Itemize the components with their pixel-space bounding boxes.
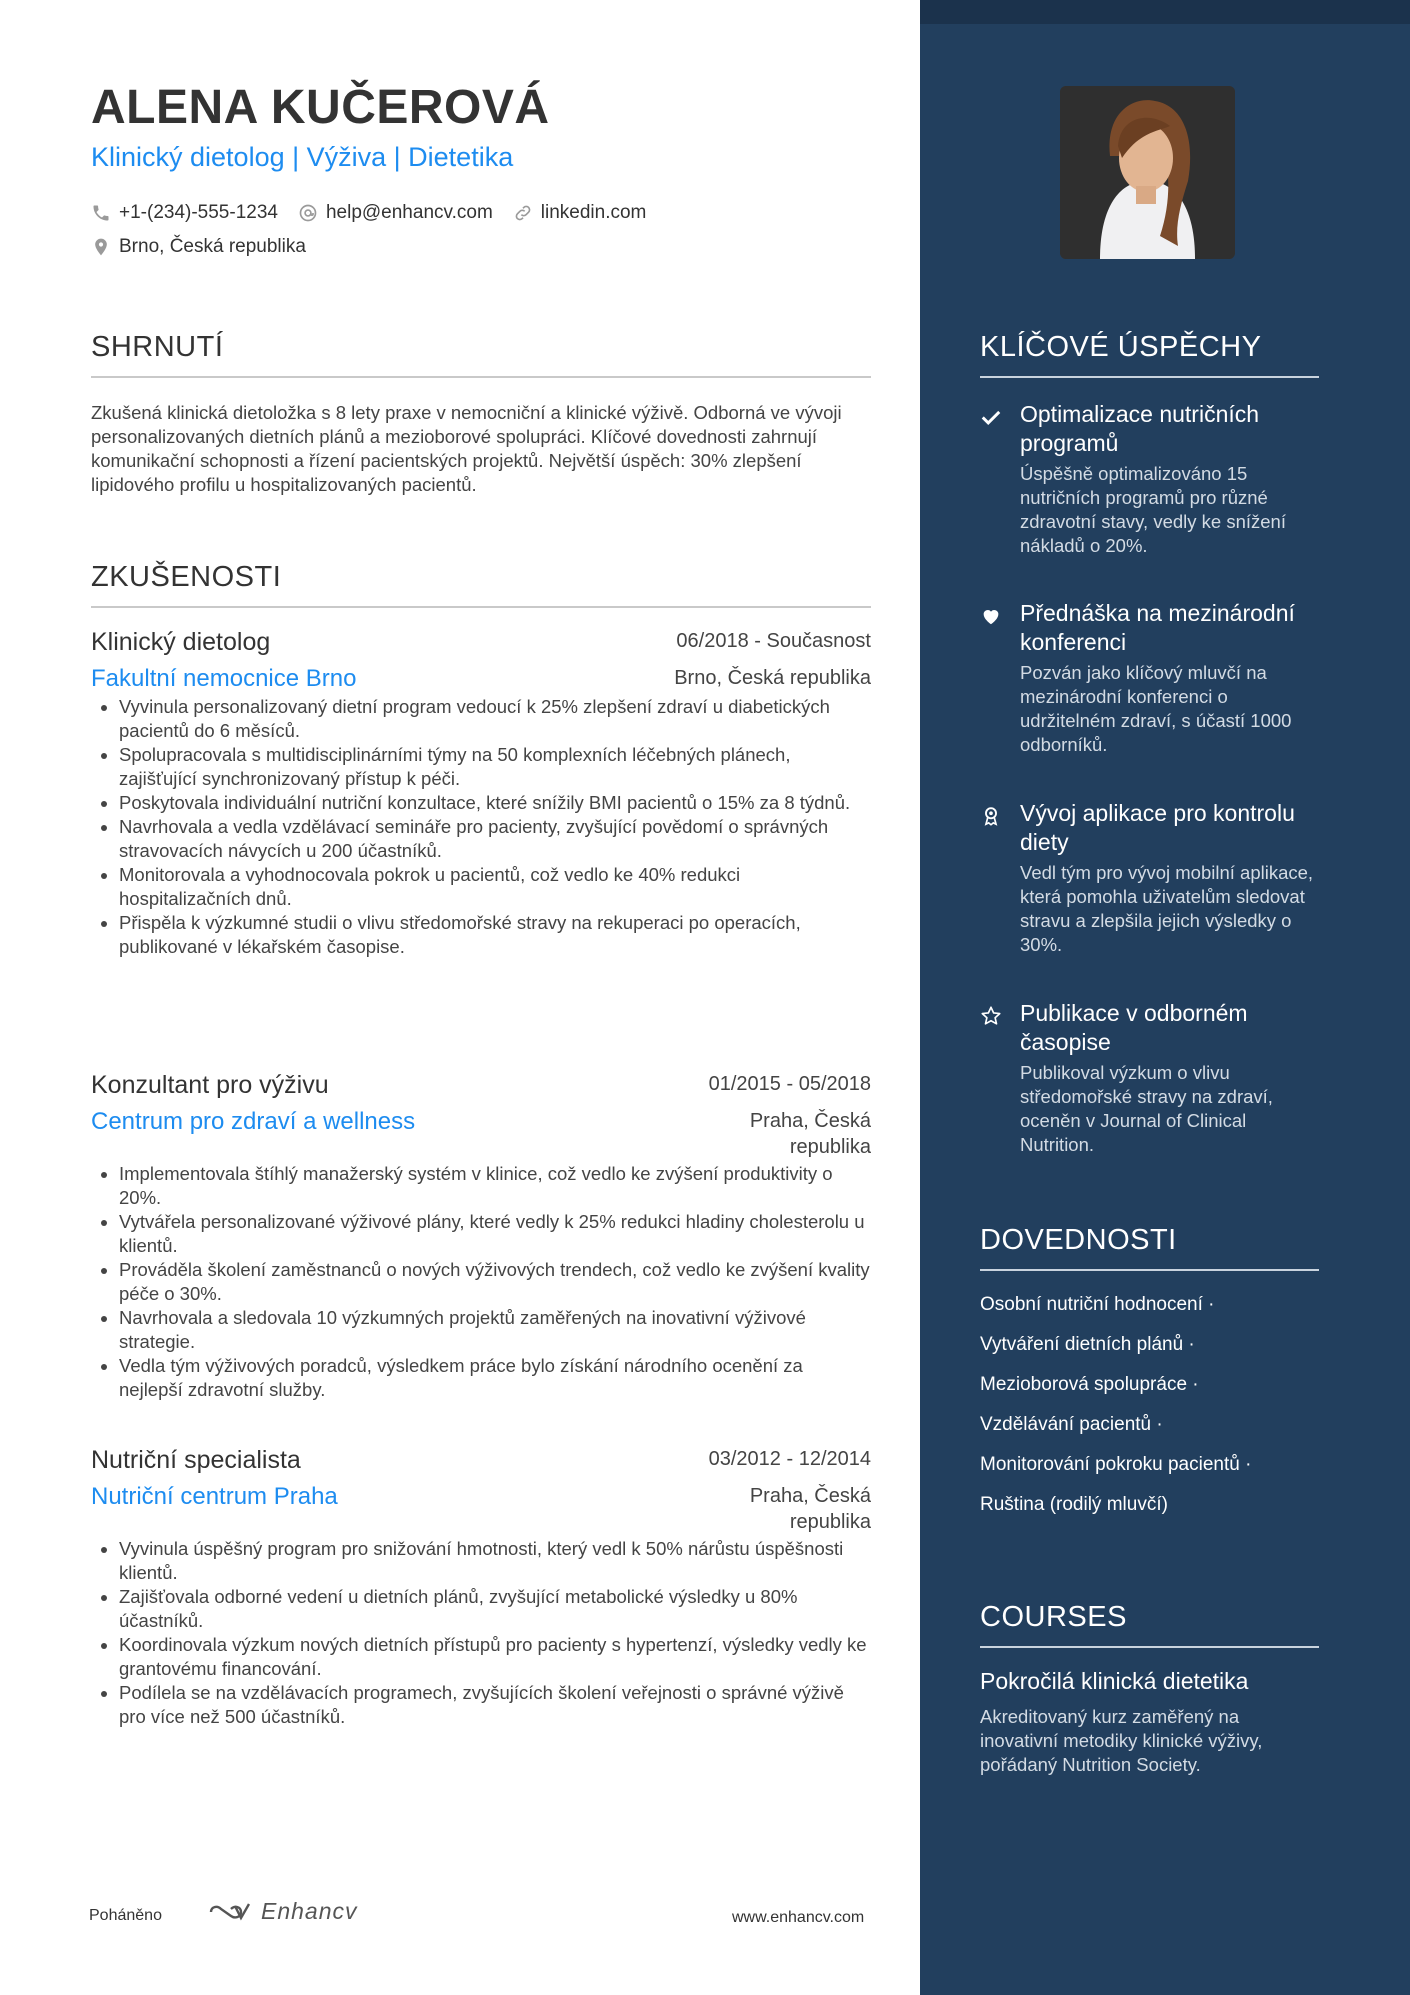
courses-heading: COURSES xyxy=(980,1601,1319,1648)
contact-info xyxy=(91,196,666,264)
job-bullet: • Zajišťovala odborné vedení u dietních plánů, zvyšující metabolické výsledky u 80% účastníků. xyxy=(119,1585,871,1633)
achievement-title: Optimalizace nutričních programů xyxy=(1020,401,1260,456)
achievement-item xyxy=(980,799,1320,957)
achievement-item xyxy=(980,400,1320,558)
achievement-title: Vývoj aplikace pro kontrolu diety xyxy=(1020,800,1295,855)
job-location: Praha, Česká republika xyxy=(749,1485,871,1533)
course-desc: Akreditovaný kurz zaměřený na inovativní metodiky klinické výživy, pořádaný Nutrition Society. xyxy=(980,1706,1263,1775)
achievements-heading: KLÍČOVÉ ÚSPĚCHY xyxy=(980,331,1319,378)
skill-item: Monitorování pokroku pacientů · xyxy=(980,1454,1252,1475)
candidate-name: ALENA KUČEROVÁ xyxy=(91,81,550,134)
job-entry xyxy=(91,1446,871,1729)
achievement-desc: Pozván jako klíčový mluvčí na mezinárodní konferenci o udržitelném zdraví, s účastí 1000 odborníků. xyxy=(1020,662,1292,755)
summary-heading: SHRNUTÍ xyxy=(91,331,871,378)
job-title: Klinický dietolog xyxy=(91,628,271,656)
job-title: Konzultant pro výživu xyxy=(91,1071,329,1099)
course-title: Pokročilá klinická dietetika xyxy=(980,1668,1249,1694)
job-bullet: • Podílela se na vzdělávacích programech, zvyšujících školení veřejnosti o správné výživě pro více než 500 účastníků. xyxy=(119,1681,871,1729)
experience-heading: ZKUŠENOSTI xyxy=(91,561,871,608)
footer-powered: Poháněno xyxy=(89,1907,162,1924)
skills-list xyxy=(980,1292,1320,1532)
job-dates: 06/2018 - Současnost xyxy=(676,630,871,652)
profile-photo xyxy=(1060,86,1235,259)
phone-icon xyxy=(91,203,111,223)
skills-heading: DOVEDNOSTI xyxy=(980,1224,1319,1271)
footer-brand-text: Enhancv xyxy=(261,1898,358,1924)
job-bullet: • Monitorovala a vyhodnocovala pokrok u pacientů, což vedlo ke 40% redukci hospitalizačních dnů. xyxy=(119,863,871,911)
job-bullet: • Navrhovala a vedla vzdělávací semináře pro pacienty, zvyšující povědomí o správných stravovacích návycích u 200 účastníků. xyxy=(119,815,871,863)
skill-item: Mezioborová spolupráce · xyxy=(980,1374,1199,1395)
job-bullet: • Vedla tým výživových poradců, výsledkem práce bylo získání národního ocenění za nejlepší zdravotní služby. xyxy=(119,1354,871,1402)
phone-text: +1-(234)-555-1234 xyxy=(119,202,278,223)
skill-item: Vzdělávání pacientů · xyxy=(980,1414,1163,1435)
achievement-title: Přednáška na mezinárodní konferenci xyxy=(1020,600,1295,655)
achievement-item xyxy=(980,599,1320,757)
enhancv-logo-icon xyxy=(207,1900,255,1924)
job-bullet: • Přispěla k výzkumné studii o vlivu středomořské stravy na rekuperaci po operacích, publikované v lékařském časopise. xyxy=(119,911,871,959)
skill-item: Osobní nutriční hodnocení · xyxy=(980,1294,1215,1315)
email-text: help@enhancv.com xyxy=(325,202,493,223)
footer-url[interactable]: www.enhancv.com xyxy=(732,1909,865,1926)
award-icon xyxy=(980,805,1002,827)
job-bullet: • Vyvinula úspěšný program pro snižování hmotnosti, který vedl k 50% nárůstu úspěšnosti klientů. xyxy=(119,1537,871,1585)
skill-item: Ruština (rodilý mluvčí) xyxy=(980,1494,1168,1515)
location-pin-icon xyxy=(91,237,111,257)
heart-icon xyxy=(980,605,1002,627)
contact-email[interactable] xyxy=(298,202,493,224)
contact-linkedin[interactable] xyxy=(513,202,647,224)
contact-phone[interactable] xyxy=(91,202,278,224)
job-bullet: • Prováděla školení zaměstnanců o nových výživových trendech, což vedlo ke zvýšení kvality péče o 30%. xyxy=(119,1258,871,1306)
job-bullets xyxy=(91,1537,871,1729)
achievement-title: Publikace v odborném časopise xyxy=(1020,1000,1248,1055)
job-location: Brno, Česká republika xyxy=(674,667,871,689)
candidate-title: Klinický dietolog | Výživa | Dietetika xyxy=(91,142,514,172)
job-dates: 03/2012 - 12/2014 xyxy=(708,1448,871,1470)
linkedin-text: linkedin.com xyxy=(540,202,647,223)
job-bullet: • Vyvinula personalizovaný dietní program vedoucí k 25% zlepšení zdraví u diabetických pacientů do 6 měsíců. xyxy=(119,695,871,743)
achievement-desc: Vedl tým pro vývoj mobilní aplikace, která pomohla uživatelům sledovat stravu a zlepšila jejich výsledky o 30%. xyxy=(1020,862,1314,955)
job-bullets xyxy=(91,1162,871,1402)
job-entry xyxy=(91,628,871,959)
sidebar-top-bar xyxy=(920,0,1410,24)
job-bullet: • Vytvářela personalizované výživové plány, které vedly k 25% redukci hladiny cholesterolu u klientů. xyxy=(119,1210,871,1258)
avatar-portrait xyxy=(1060,86,1235,259)
job-bullet: • Koordinovala výzkum nových dietních přístupů pro pacienty s hypertenzí, výsledky vedly ke grantovému financování. xyxy=(119,1633,871,1681)
skill-item: Vytváření dietních plánů · xyxy=(980,1334,1195,1355)
summary-text: Zkušená klinická dietoložka s 8 lety praxe v nemocniční a klinické výživě. Odborná ve vývoji personalizovaných dietních plánů a mezioborové spolupráci. Klíčové dovednosti zahrnují komunikační schopnosti a řízení pacientských projektů. Největší úspěch: 30% zlepšení lipidového profilu u hospitalizovaných pacientů. xyxy=(91,402,842,495)
star-icon xyxy=(980,1005,1002,1027)
achievement-item xyxy=(980,999,1320,1157)
job-bullet: • Poskytovala individuální nutriční konzultace, které snížily BMI pacientů o 15% za 8 týdnů. xyxy=(119,791,871,815)
location-text: Brno, Česká republika xyxy=(119,236,306,257)
job-company: Centrum pro zdraví a wellness xyxy=(91,1108,416,1135)
job-bullet: • Spolupracovala s multidisciplinárními týmy na 50 komplexních léčebných plánech, zajišťující synchronizovaný přístup k péči. xyxy=(119,743,871,791)
job-company: Nutriční centrum Praha xyxy=(91,1483,338,1510)
achievement-desc: Publikoval výzkum o vlivu středomořské stravy na zdraví, oceněn v Journal of Clinical Nutrition. xyxy=(1020,1062,1273,1155)
job-company: Fakultní nemocnice Brno xyxy=(91,665,357,692)
footer-brand[interactable] xyxy=(207,1898,358,1925)
job-dates: 01/2015 - 05/2018 xyxy=(708,1073,871,1095)
job-location: Praha, Česká republika xyxy=(749,1110,871,1158)
sidebar xyxy=(920,0,1410,1995)
link-icon xyxy=(513,203,533,223)
job-bullets xyxy=(91,695,871,959)
job-title: Nutriční specialista xyxy=(91,1446,301,1474)
check-icon xyxy=(980,406,1002,428)
job-bullet: • Implementovala štíhlý manažerský systém v klinice, což vedlo ke zvýšení produktivity o 20%. xyxy=(119,1162,871,1210)
at-icon xyxy=(298,203,318,223)
achievement-desc: Úspěšně optimalizováno 15 nutričních programů pro různé zdravotní stavy, vedly ke snížení nákladů o 20%. xyxy=(1020,463,1286,556)
contact-location xyxy=(91,236,306,258)
job-entry xyxy=(91,1071,871,1402)
job-bullet: • Navrhovala a sledovala 10 výzkumných projektů zaměřených na inovativní výživové strategie. xyxy=(119,1306,871,1354)
